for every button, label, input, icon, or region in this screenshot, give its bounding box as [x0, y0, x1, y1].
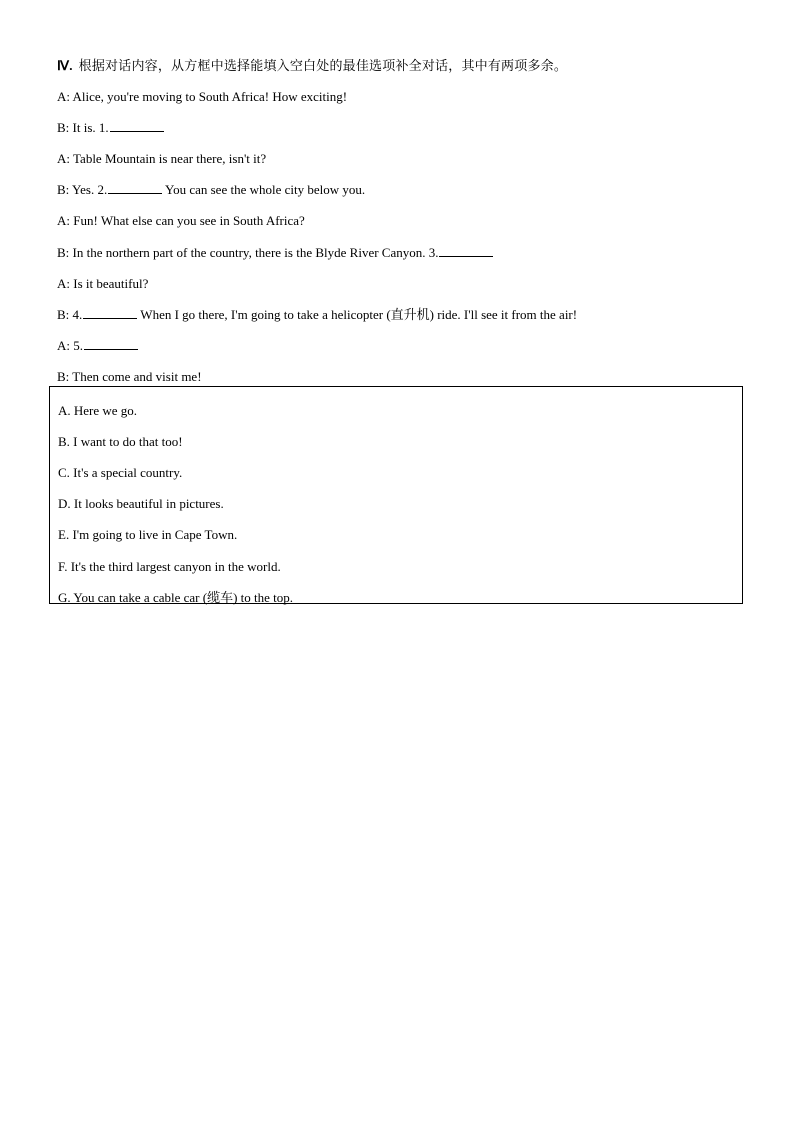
dialogue-text: B: 4.: [57, 307, 83, 322]
dialogue-line: [57, 181, 365, 199]
dialogue-text: A: 5.: [57, 338, 83, 353]
dialogue-text: B: In the northern part of the country, there is the Blyde River Canyon. 3.: [57, 245, 439, 260]
dialogue-text: When I go there, I'm going to take a helicopter (直升机) ride. I'll see it from the air!: [137, 307, 578, 322]
option-e: E. I'm going to live in Cape Town.: [58, 527, 238, 542]
dialogue-text: B: It is. 1.: [57, 120, 109, 135]
dialogue-text: A: Is it beautiful?: [57, 276, 149, 291]
dialogue-text: You can see the whole city below you.: [162, 182, 366, 197]
answer-blank-4[interactable]: [83, 306, 137, 319]
dialogue-line: [57, 368, 202, 386]
section-heading: [57, 57, 567, 75]
option-g: G. You can take a cable car (缆车) to the top.: [58, 590, 294, 605]
dialogue-line: [57, 88, 347, 106]
dialogue-line: [57, 119, 164, 137]
dialogue-text: B: Then come and visit me!: [57, 369, 202, 384]
dialogue-line: [57, 337, 138, 355]
dialogue-line: [57, 275, 148, 293]
section-number: Ⅳ.: [57, 58, 73, 73]
answer-blank-3[interactable]: [439, 244, 493, 257]
answer-blank-1[interactable]: [110, 119, 164, 132]
option-f: F. It's the third largest canyon in the world.: [58, 559, 281, 574]
dialogue-text: B: Yes. 2.: [57, 182, 108, 197]
dialogue-text: A: Table Mountain is near there, isn't it?: [57, 151, 267, 166]
dialogue-line: [57, 150, 266, 168]
option-b: B. I want to do that too!: [58, 434, 183, 449]
answer-blank-2[interactable]: [108, 181, 162, 194]
dialogue-line: [57, 212, 305, 230]
dialogue-line: [57, 306, 577, 324]
option-a: A. Here we go.: [58, 403, 138, 418]
answer-blank-5[interactable]: [84, 337, 138, 350]
dialogue-text: A: Fun! What else can you see in South Africa?: [57, 213, 305, 228]
dialogue-text: A: Alice, you're moving to South Africa! How exciting!: [57, 89, 348, 104]
option-c: C. It's a special country.: [58, 465, 183, 480]
option-d: D. It looks beautiful in pictures.: [58, 496, 224, 511]
section-instruction: 根据对话内容，从方框中选择能填入空白处的最佳选项补全对话，其中有两项多余。: [78, 58, 568, 73]
options-box: [49, 386, 743, 604]
dialogue-line: [57, 244, 493, 262]
